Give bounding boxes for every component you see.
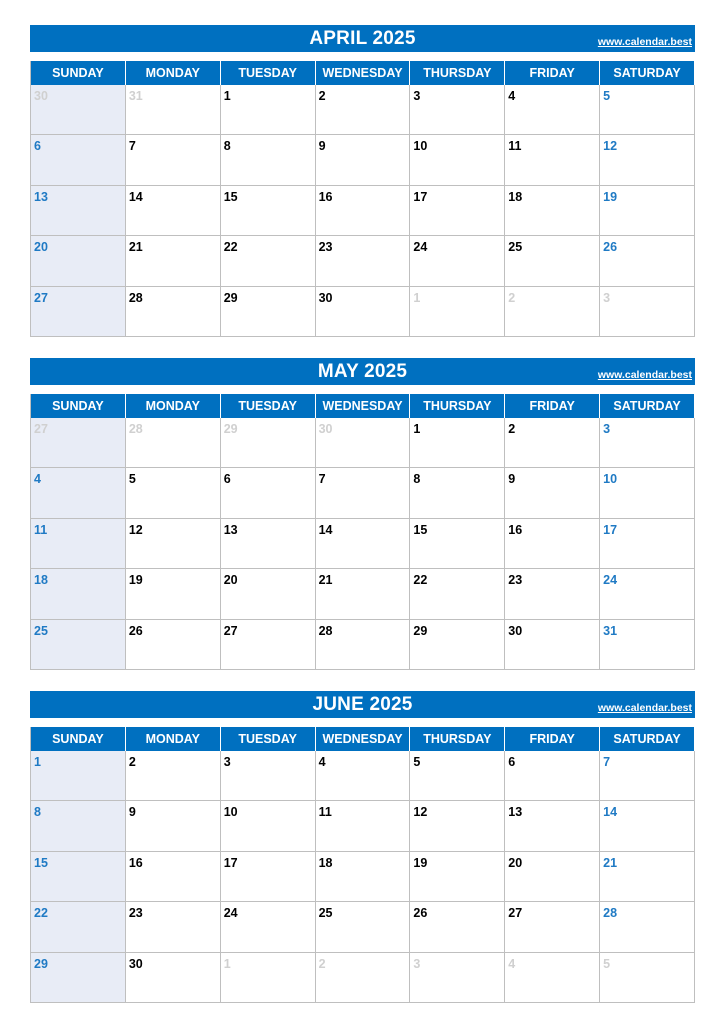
day-cell: 11 — [31, 519, 126, 569]
weekday-header: SUNDAY — [31, 394, 126, 418]
day-cell: 24 — [221, 902, 316, 952]
weekday-header: THURSDAY — [410, 394, 505, 418]
day-cell: 8 — [410, 468, 505, 518]
day-cell: 6 — [505, 751, 600, 801]
day-cell: 30 — [316, 287, 411, 337]
day-cell: 27 — [505, 902, 600, 952]
day-cell: 1 — [410, 418, 505, 468]
month-grid — [30, 727, 695, 1003]
day-cell: 14 — [316, 519, 411, 569]
day-cell: 6 — [221, 468, 316, 518]
day-cell: 3 — [410, 953, 505, 1003]
day-cell: 28 — [126, 287, 221, 337]
day-cell: 11 — [505, 135, 600, 185]
weekday-header: FRIDAY — [505, 727, 600, 751]
day-cell: 22 — [221, 236, 316, 286]
day-cell: 4 — [505, 85, 600, 135]
day-cell: 18 — [505, 186, 600, 236]
site-link[interactable]: www.calendar.best — [597, 369, 692, 381]
day-cell: 30 — [505, 620, 600, 670]
weekday-header: MONDAY — [126, 727, 221, 751]
day-cell: 20 — [221, 569, 316, 619]
day-cell: 4 — [505, 953, 600, 1003]
day-cell: 25 — [505, 236, 600, 286]
day-cell: 28 — [126, 418, 221, 468]
month-calendar — [30, 358, 695, 670]
site-link[interactable]: www.calendar.best — [597, 702, 692, 714]
day-cell: 7 — [600, 751, 695, 801]
day-cell: 23 — [505, 569, 600, 619]
day-cell: 30 — [126, 953, 221, 1003]
site-link[interactable]: www.calendar.best — [597, 36, 692, 48]
day-cell: 17 — [221, 852, 316, 902]
day-cell: 15 — [410, 519, 505, 569]
weekday-header: WEDNESDAY — [316, 727, 411, 751]
day-cell: 8 — [221, 135, 316, 185]
day-cell: 3 — [600, 287, 695, 337]
day-cell: 11 — [316, 801, 411, 851]
day-cell: 27 — [31, 418, 126, 468]
day-cell: 1 — [31, 751, 126, 801]
day-cell: 13 — [221, 519, 316, 569]
day-cell: 26 — [126, 620, 221, 670]
day-cell: 18 — [31, 569, 126, 619]
weekday-header: SATURDAY — [600, 61, 695, 85]
day-cell: 3 — [410, 85, 505, 135]
day-cell: 28 — [600, 902, 695, 952]
day-cell: 3 — [221, 751, 316, 801]
day-cell: 22 — [410, 569, 505, 619]
weekday-header: SATURDAY — [600, 394, 695, 418]
day-cell: 30 — [316, 418, 411, 468]
day-cell: 28 — [316, 620, 411, 670]
day-cell: 17 — [600, 519, 695, 569]
month-grid — [30, 394, 695, 670]
month-calendar — [30, 25, 695, 337]
day-cell: 29 — [221, 287, 316, 337]
month-title-bar — [30, 25, 695, 52]
day-cell: 27 — [31, 287, 126, 337]
weekday-header: FRIDAY — [505, 61, 600, 85]
day-cell: 29 — [221, 418, 316, 468]
weekday-header: SATURDAY — [600, 727, 695, 751]
day-cell: 19 — [600, 186, 695, 236]
day-cell: 22 — [31, 902, 126, 952]
day-cell: 18 — [316, 852, 411, 902]
day-cell: 2 — [505, 287, 600, 337]
day-cell: 21 — [600, 852, 695, 902]
day-cell: 5 — [126, 468, 221, 518]
day-cell: 12 — [410, 801, 505, 851]
day-cell: 1 — [410, 287, 505, 337]
day-cell: 15 — [221, 186, 316, 236]
day-cell: 20 — [505, 852, 600, 902]
day-cell: 10 — [410, 135, 505, 185]
day-cell: 16 — [126, 852, 221, 902]
weekday-header: TUESDAY — [221, 727, 316, 751]
day-cell: 12 — [600, 135, 695, 185]
weekday-header: SUNDAY — [31, 61, 126, 85]
weekday-header: WEDNESDAY — [316, 394, 411, 418]
month-title: MAY 2025 — [317, 360, 408, 382]
day-cell: 5 — [600, 85, 695, 135]
day-cell: 25 — [316, 902, 411, 952]
day-cell: 2 — [505, 418, 600, 468]
day-cell: 14 — [126, 186, 221, 236]
day-cell: 10 — [600, 468, 695, 518]
weekday-header: TUESDAY — [221, 61, 316, 85]
month-grid — [30, 61, 695, 337]
day-cell: 9 — [126, 801, 221, 851]
day-cell: 4 — [316, 751, 411, 801]
day-cell: 19 — [126, 569, 221, 619]
day-cell: 21 — [316, 569, 411, 619]
day-cell: 2 — [316, 85, 411, 135]
day-cell: 12 — [126, 519, 221, 569]
day-cell: 20 — [31, 236, 126, 286]
day-cell: 2 — [126, 751, 221, 801]
day-cell: 24 — [600, 569, 695, 619]
day-cell: 30 — [31, 85, 126, 135]
month-title: APRIL 2025 — [309, 27, 416, 49]
day-cell: 23 — [126, 902, 221, 952]
day-cell: 5 — [600, 953, 695, 1003]
day-cell: 3 — [600, 418, 695, 468]
day-cell: 13 — [31, 186, 126, 236]
day-cell: 7 — [126, 135, 221, 185]
month-calendar — [30, 691, 695, 1003]
day-cell: 9 — [505, 468, 600, 518]
day-cell: 19 — [410, 852, 505, 902]
day-cell: 26 — [600, 236, 695, 286]
day-cell: 1 — [221, 85, 316, 135]
day-cell: 29 — [31, 953, 126, 1003]
weekday-header: THURSDAY — [410, 727, 505, 751]
day-cell: 14 — [600, 801, 695, 851]
day-cell: 15 — [31, 852, 126, 902]
weekday-header: MONDAY — [126, 394, 221, 418]
day-cell: 1 — [221, 953, 316, 1003]
day-cell: 21 — [126, 236, 221, 286]
day-cell: 24 — [410, 236, 505, 286]
month-title-bar — [30, 358, 695, 385]
day-cell: 2 — [316, 953, 411, 1003]
day-cell: 31 — [600, 620, 695, 670]
day-cell: 17 — [410, 186, 505, 236]
day-cell: 10 — [221, 801, 316, 851]
weekday-header: TUESDAY — [221, 394, 316, 418]
day-cell: 29 — [410, 620, 505, 670]
day-cell: 16 — [505, 519, 600, 569]
day-cell: 5 — [410, 751, 505, 801]
day-cell: 9 — [316, 135, 411, 185]
weekday-header: SUNDAY — [31, 727, 126, 751]
weekday-header: MONDAY — [126, 61, 221, 85]
weekday-header: WEDNESDAY — [316, 61, 411, 85]
day-cell: 25 — [31, 620, 126, 670]
day-cell: 26 — [410, 902, 505, 952]
weekday-header: FRIDAY — [505, 394, 600, 418]
day-cell: 16 — [316, 186, 411, 236]
day-cell: 27 — [221, 620, 316, 670]
day-cell: 31 — [126, 85, 221, 135]
day-cell: 23 — [316, 236, 411, 286]
day-cell: 13 — [505, 801, 600, 851]
weekday-header: THURSDAY — [410, 61, 505, 85]
day-cell: 7 — [316, 468, 411, 518]
day-cell: 4 — [31, 468, 126, 518]
month-title: JUNE 2025 — [312, 693, 413, 715]
month-title-bar — [30, 691, 695, 718]
day-cell: 8 — [31, 801, 126, 851]
day-cell: 6 — [31, 135, 126, 185]
